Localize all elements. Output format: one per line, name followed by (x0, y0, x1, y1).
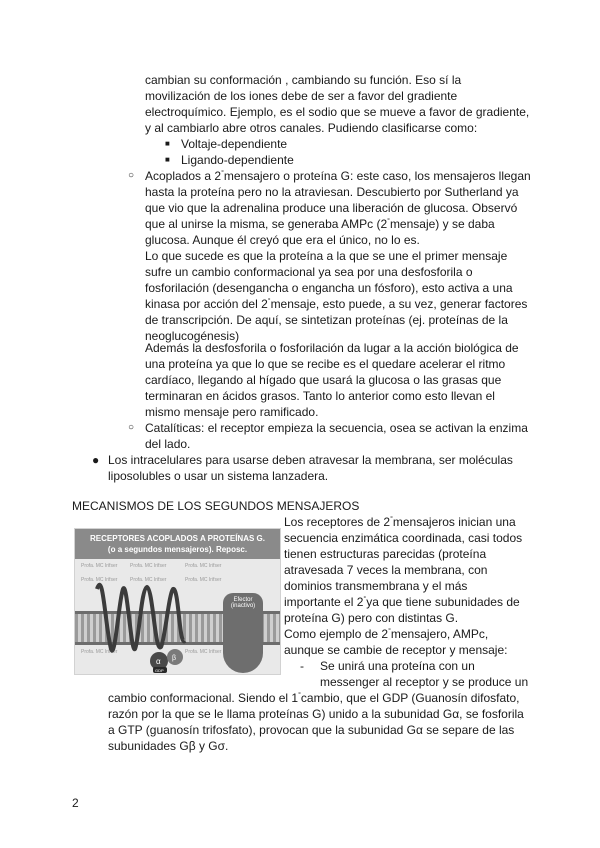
text-line: tienen estructuras parecidas (proteína (284, 547, 487, 561)
list-item: Los intracelulares para usarse deben atravesar la membrana, ser moléculas (108, 453, 513, 467)
watermark: Profa. MC Irifser (81, 563, 118, 569)
text-span: Los receptores de 2 (284, 515, 391, 529)
text-line: movilización de los iones debe de ser a favor del gradiente (145, 89, 458, 103)
list-item: Catalíticas: el receptor empieza la secuencia, osea se activan la enzima (145, 421, 528, 435)
text-line: y al cambiarlo abre otros canales. Pudiendo clasificarse como: (145, 121, 478, 135)
text-line: glucosa. Aunque él creyó que era el único, no lo es. (145, 233, 420, 247)
text-span: importante el 2 (284, 595, 364, 609)
list-item: Se unirá una proteína con un (320, 659, 475, 673)
gdp-label: GDP (155, 668, 164, 673)
dot-bullet-icon: ● (92, 453, 100, 467)
text-span: mensaje, esto puede, a su vez, generar factores (270, 297, 528, 311)
text-line: mismo mensaje pero ramificado. (145, 405, 319, 419)
text-line: electroquímico. Ejemplo, es el sodio que se mueve a favor de gradiente, (145, 105, 530, 119)
text-line (284, 626, 488, 642)
text-line: fosforilación (desengancha o engancha un fósforo), esto activa a una (145, 281, 513, 295)
degree-mark: ° (387, 218, 390, 225)
text-line: sufre un cambio conformacional ya sea por una desfosforila o (145, 265, 473, 279)
text-span: mensajero o proteína G: este caso, los mensajeros llegan (223, 169, 531, 183)
square-bullet-icon: ■ (165, 155, 170, 164)
degree-mark: ° (298, 692, 301, 699)
watermark: Profa. MC Irifser (130, 563, 167, 569)
text-span: cambio, que el GDP (Guanosín difosfato, (300, 691, 520, 705)
text-span: mensajeros inician una (392, 515, 516, 529)
text-line (145, 296, 527, 312)
degree-mark: ° (363, 596, 367, 603)
watermark: Profa. MC Irifser (81, 577, 118, 583)
text-line: neoglucogénesis) (145, 329, 240, 343)
text-line: messenger al receptor y se produce un (320, 675, 529, 689)
effector-label: Efector (233, 597, 253, 603)
text-line: del lado. (145, 437, 191, 451)
degree-mark: ° (267, 298, 271, 305)
text-span: kinasa por acción del 2 (145, 297, 268, 311)
text-line: proteína G) pero con distintas G. (284, 611, 459, 625)
g-protein-receptor-figure (74, 528, 281, 675)
text-line: una proteína ya que lo que se recibe es el quedare acelerar el ritmo (145, 357, 506, 371)
text-line: dominios transmembrana y el más (284, 579, 468, 593)
list-item: Voltaje-dependiente (181, 137, 288, 151)
watermark: Profa. MC Irifser (130, 577, 167, 583)
text-line: cambian su conformación , cambiando su función. Eso sí la (145, 73, 462, 87)
list-item (145, 168, 531, 184)
list-item: Ligando-dependiente (181, 153, 294, 167)
text-span: cambio conformacional. Siendo el 1 (108, 691, 299, 705)
text-line: cardíaco, llegando al hígado que usará la glucosa o las grasas que (145, 373, 502, 387)
page-number: 2 (72, 796, 79, 810)
figure-title-line: (o a segundos mensajeros). Reposc. (107, 545, 248, 554)
text-line: liposolubles o usar un sistema lanzadera. (108, 469, 329, 483)
text-line: de transcripción. De aquí, se sintetizan proteínas (ej. proteínas de la (145, 313, 508, 327)
text-span: ya que tiene subunidades de (366, 595, 520, 609)
text-line: subunidades Gβ y Gσ. (108, 739, 229, 753)
text-line: hasta la proteína pero no la atraviesan. Descubierto por Sutherland ya (145, 185, 519, 199)
text-line (284, 514, 516, 530)
watermark: Profa. MC Irifser (81, 649, 118, 655)
degree-mark: ° (390, 516, 393, 523)
text-line: aunque se cambie de receptor y mensaje: (284, 643, 508, 657)
text-span: Como ejemplo de 2 (284, 627, 389, 641)
text-span: que al unirse la misma, se generaba AMPc (2 (145, 217, 388, 231)
figure-title-line: RECEPTORES ACOPLADOS A PROTEÍNAS G. (90, 534, 265, 543)
dash-bullet: - (300, 659, 304, 673)
text-line: terminaran en ácidos grasos. Tanto lo anterior como esto llevan el (145, 389, 495, 403)
text-span: Acoplados a 2 (145, 169, 222, 183)
text-span: mensajero, AMPc, (390, 627, 489, 641)
degree-mark: ° (388, 628, 391, 635)
alpha-label: α (156, 657, 161, 666)
text-line (284, 594, 520, 610)
receptor-chain (97, 585, 185, 651)
text-span: mensaje) y se daba (389, 217, 495, 231)
text-line: Lo que sucede es que la proteína a la que se une el primer mensaje (145, 249, 508, 263)
text-line: que vio que la adrenalina produce una liberación de glucosa. Observó (145, 201, 518, 215)
square-bullet-icon: ■ (165, 139, 170, 148)
circle-bullet-icon: ○ (128, 170, 135, 181)
text-line: Además la desfosforila o fosforilación da lugar a la acción biológica de (145, 341, 519, 355)
beta-label: β (172, 655, 177, 662)
watermark: Profa. MC Irifser (185, 577, 222, 583)
text-line: atravesada 7 veces la membrana, con (284, 563, 488, 577)
text-line (108, 690, 520, 706)
text-line: secuencia enzimática coordinada, casi todos (284, 531, 523, 545)
text-line: a GTP (guanosín trifosfato), provocan que la subunidad Gα se separe de las (108, 723, 515, 737)
watermark: Profa. MC Irifser (185, 649, 222, 655)
section-heading: MECANISMOS DE LOS SEGUNDOS MENSAJEROS (72, 499, 360, 513)
text-line (145, 216, 495, 232)
circle-bullet-icon: ○ (128, 422, 135, 433)
text-line: razón por la que se le llama proteínas G) unido a la subunidad Gα, se fosforila (108, 707, 524, 721)
watermark: Profa. MC Irifser (185, 563, 222, 569)
effector-sub: (inactivo) (230, 603, 256, 609)
degree-mark: ° (221, 170, 224, 177)
effector-protein (223, 593, 263, 673)
